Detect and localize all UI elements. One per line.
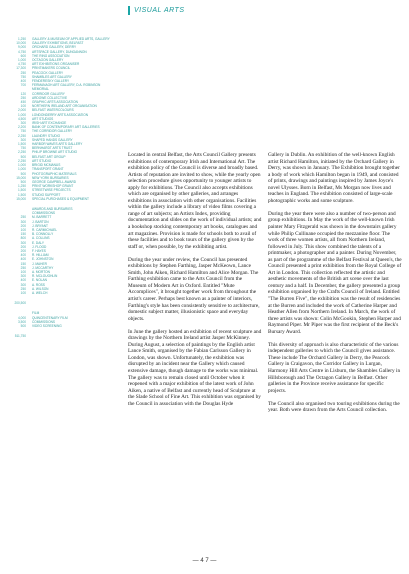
grant-amount: 500 (20, 154, 26, 159)
grant-row (2, 324, 120, 328)
grant-amount: 2,200 (18, 125, 26, 130)
grant-amount: 800 (20, 236, 26, 241)
text-column-2 (268, 152, 402, 420)
grant-amount: 100 (20, 290, 26, 295)
grant-amount: 150 (20, 261, 26, 266)
section-marker (128, 6, 130, 15)
grant-amount: 200 (20, 248, 26, 253)
grant-label: GRAPHIC ARTS ASSOCIATION (32, 100, 78, 105)
grant-label: R. HILLIAM (32, 253, 49, 258)
grant-row (2, 197, 120, 201)
body-paragraph: Gallery in Dublin. An exhibition of the well-known English artist Richard Hamilton, initiated by the Orchard Gallery in Derry, was shown in January. The Exhibition brought together a body of work which Hamilton began in 1949, and consisted of prints, drawings and paintings inspired by James Joyce's novel Ulysses. Born in Belfast, Ms Morgan now lives and teaches in England. The exhibition consisted of large-scale photographic works and some sculpture. (268, 152, 400, 204)
grant-label: SPECIAL PURCHASES & EQUIPMENT (32, 196, 89, 201)
grant-label: TRANSPORT GRANT (32, 167, 64, 172)
grant-amount: 300 (20, 274, 26, 279)
grant-amount: 750 (20, 129, 26, 134)
grant-label: J. MCCARTHY (32, 265, 54, 270)
grant-label: THE RING ASSOCIATION (32, 53, 70, 58)
grant-amount: 1,250 (18, 37, 26, 41)
grant-amount: 15,000 (16, 196, 26, 201)
grant-label: ORCHARD GALLERY, DERRY (32, 45, 77, 50)
grant-amount: 100 (20, 104, 26, 109)
grant-amount: 4,750 (18, 49, 26, 54)
grant-label: NEW YORK BURSARIES (32, 175, 69, 180)
grant-amount: 15,000 (16, 175, 26, 180)
grant-label: E. DALY (32, 240, 44, 245)
grant-label: A. WILSON (32, 286, 49, 291)
grant-label: GEORGE CAMPBELL AWARD (32, 179, 77, 184)
grant-amount: 100 (20, 269, 26, 274)
grant-total (2, 334, 120, 338)
grant-label: QUINCENTENARY FILM (32, 315, 68, 320)
grant-label: ART EXHIBITIONS ORGANISER (32, 62, 80, 67)
grant-label: COMMISSIONS (32, 319, 56, 324)
grant-label: BANK OF CONTEMPORARY ART GALLERIES (32, 125, 100, 130)
grant-label: PEACOCK GALLERY (32, 70, 64, 75)
grant-label: ARDOWE COLLECTIVE (32, 95, 68, 100)
grant-label: ART STUDIOS (32, 116, 54, 121)
grant-label: STUDIO SUPPORT (32, 192, 61, 197)
grant-amount: 1,000 (18, 163, 26, 168)
grant-amount: 2,250 (18, 133, 26, 138)
grant-label: F. HAYES (32, 248, 46, 253)
grant-label: OCTAGON GALLERY (32, 58, 64, 63)
grant-label: THE CORRIDOR GALLERY (32, 129, 73, 134)
grant-label: J. MAHER (32, 261, 47, 266)
grant-label: R. MCLOUGHLIN (32, 274, 58, 279)
grant-label: BERNHARDT ARTS TRUST (32, 146, 73, 151)
grant-amount: 4,000 (18, 315, 26, 320)
grant-amount: 300 (20, 282, 26, 287)
grant-amount: 120 (20, 91, 26, 96)
grant-label: IRISH ART EXCHANGE (32, 121, 67, 126)
grant-amount: 150 (20, 232, 26, 237)
grant-label: FILM (32, 311, 40, 316)
grant-label: CORRIDOR GALLERY (32, 91, 65, 96)
grant-label: A. WELCH (32, 290, 48, 295)
grant-amount: 250 (20, 265, 26, 270)
grant-amount: 500 (20, 324, 26, 328)
grant-label: BRIGID MCMANUS (32, 163, 61, 168)
grant-label: AWARDS AND BURSARIES (32, 206, 73, 211)
grant-amount: 4,750 (18, 62, 26, 67)
grant-label: STREETWISE PROJECTS (32, 188, 71, 193)
grant-label: PHILIP BROWNE ART STUDIO (32, 150, 78, 155)
grant-amount: 1,000 (18, 167, 26, 172)
grant-row (2, 291, 120, 295)
grant-amount: 200 (20, 223, 26, 228)
grant-label: E. JOHNSTON (32, 257, 54, 262)
grants-list (2, 37, 120, 338)
grant-label: R. CARMICHAEL (32, 227, 57, 232)
grant-label: BELFAST WATERCOLOURS (32, 108, 74, 113)
grant-label: PHOTOGRAPHIC MATERIALS (32, 171, 77, 176)
grant-amount: 1,250 (18, 184, 26, 189)
grant-amount: 300 (20, 137, 26, 142)
grant-label: FERMANAGH ART GALLERY, D.A. ROBINSON (32, 83, 101, 88)
grant-label: E. NOLAN (32, 278, 47, 283)
grant-label: J. BRYANT (32, 223, 48, 228)
grant-label: GALLERY EXHIBITIONS, BELFAST (32, 41, 84, 46)
grant-label: PRINT WORKSHOP GRANT (32, 184, 74, 189)
grant-label: COMMISSIONS (32, 211, 56, 216)
grant-total-amount: 511,750 (14, 334, 26, 339)
grant-label: BELFAST ART GROUP (32, 154, 66, 159)
grant-label: SHAPED HANDS GALLERY (32, 137, 73, 142)
grant-amount: 17,300 (16, 66, 26, 71)
grant-label: GALLERY & MUSEUM OF APPLIED ARTS, GALLERY (32, 37, 110, 41)
grant-label: M. BARRETT (32, 215, 52, 220)
grant-label: MEMORIAL (32, 87, 50, 92)
body-paragraph: During the year under review, the Council has presented exhibitions by Stephen Farthing, Jasper McKeown, Lance Smith, John Aiken, Richard Hamilton and Alice Morgan. The Farthing exhibition came to the Arts Council from the Museum of Modern Art in Oxford. Entitled "Mute Accomplices", it brought together work from throughout the artist's career. Perhaps best known as a painter of interiors, Farthing's style has been consistently sensitive to architecture, domestic subject matter, illusionistic space and everyday objects. (128, 256, 260, 322)
grant-label: FENDERESKY GALLERY (32, 79, 70, 84)
grant-amount: 1,500 (18, 142, 26, 147)
body-paragraph: During the year there were also a number of two-person and group exhibitions. In May the work of the well-known Irish painter Mary Fitzgerald was shown in the downstairs gallery while Philip Cullinane occupied the mezzanine floor. The work of three women artists, all from Northern Ireland, followed in July. This show combined the talents of a printmaker, a photographer and a painter. During November, as part of the programme of the Belfast Festival at Queen's, the Council presented a print exhibition from the Royal College of Art in London. This collection reflected the artistic and aesthetic movements of the British art scene over the last century and a half. In December, the gallery presented a group exhibition organised by the Crafts Council of Ireland. Entitled "The Burren Five", the exhibition was the result of residencies at the Burren and included the work of Catherine Harper and Heather Allen from Northern Ireland. In March, the work of three artists was shown: Colin McGookin, Stephen Harper and Raymond Piper. Mr Piper was the first recipient of the Beck's Bursary Award. (268, 210, 402, 335)
grant-label: ARTSPACE GALLERY, DUNGANNON (32, 49, 87, 54)
grant-label: SHAMBLES ART GALLERY (32, 74, 72, 79)
grant-label: LONDONDERRY ARTS ASSOCIATION (32, 112, 89, 117)
grant-label: J. BARTON (32, 219, 49, 224)
grant-amount: 1,000 (18, 112, 26, 117)
grant-amount: 250 (20, 70, 26, 75)
grant-amount: 500 (20, 171, 26, 176)
grant-total-amount: 200,500 (14, 301, 26, 306)
grant-label: HARBOR WAVES ARTS GALLERY (32, 142, 83, 147)
grant-amount: 500 (20, 179, 26, 184)
grant-amount: 750 (20, 146, 26, 151)
grant-amount: 200 (20, 244, 26, 249)
grant-amount: 1,500 (18, 188, 26, 193)
grant-amount: 4,500 (18, 116, 26, 121)
grant-amount: 1,000 (18, 58, 26, 63)
grant-amount: 600 (20, 53, 26, 58)
grant-amount: 700 (20, 83, 26, 88)
grant-amount: 3,500 (18, 319, 26, 324)
grant-amount: 250 (20, 95, 26, 100)
grant-amount: 100 (20, 227, 26, 232)
grant-amount: 750 (20, 74, 26, 79)
grant-amount: 2,250 (18, 158, 26, 163)
grant-label: LAUNDRY STUDIO (32, 133, 61, 138)
grant-label: PRINTMAKERS COUNCIL (32, 66, 71, 71)
grant-amount: 300 (20, 240, 26, 245)
grant-amount: 400 (20, 278, 26, 283)
text-column-1 (128, 152, 262, 414)
grant-amount: 400 (20, 253, 26, 258)
grant-label: A. ROSS (32, 282, 45, 287)
body-paragraph: Located in central Belfast, the Arts Council Gallery presents exhibitions of contemporary Irish and International Art. The exhibition policy of the Council is diverse and broadly based. Artists of reputation are invited to show, while the yearly open selection procedure gives opportunity to younger artists to apply for exhibitions. The Council also accepts exhibitions which are organised by other galleries, and arranges exhibitions in association with other organisations. Facilities within the gallery include a library of video films covering a range of art subjects; an Artists Index, providing documentation and slides on the work of individual artists; and a bookshop stocking contemporary art books, catalogues and art magazines. Provision is made for schools both to avail of these facilities and to book tours of the gallery given by the staff or, when possible, by the exhibiting artist. (128, 152, 262, 250)
grant-label: NORTHERN IRELAND ART ORGANISATION (32, 104, 97, 109)
grant-amount: 1,500 (18, 192, 26, 197)
grant-amount: 2,000 (18, 108, 26, 113)
grant-amount: 9,000 (18, 45, 26, 50)
grant-amount: 300 (20, 219, 26, 224)
grant-amount: 250 (20, 215, 26, 220)
page-number: — 4 7 — (192, 558, 217, 564)
grant-amount: 300 (20, 121, 26, 126)
grant-amount: 250 (20, 286, 26, 291)
grant-amount: 10,000 (16, 41, 26, 46)
body-paragraph: This diversity of approach is also characteristic of the various independent galleries to which the Council gives assistance. These include The Orchard Gallery in Derry, the Peacock Gallery in Craigavon, the Corridor Gallery in Lurgan, Harmony Hill Arts Centre in Lisburn, the Shambles Gallery in Hillsborough and The Octagon Gallery in Belfast. Other galleries in the Province receive assistance for specific projects. (268, 341, 401, 394)
section-header (128, 5, 185, 15)
section-title: VISUAL ARTS (134, 6, 185, 14)
grant-amount: 400 (20, 257, 26, 262)
grant-label: B. CONNOLLY (32, 232, 54, 237)
grant-label: A. COLLINS (32, 236, 50, 241)
body-paragraph: The Council also organised two touring exhibitions during the year. Both were drawn from the Arts Council collection. (268, 400, 400, 414)
body-paragraph: In June the gallery hosted an exhibition of recent sculpture and drawings by the Northern Ireland artist Jasper McKinney. During August, a selection of paintings by the English artist Lance Smith, organised by the Fabian Carlsson Gallery in London, was shown. Unfortunately, the exhibition was disrupted by an incident near the Gallery which caused extensive damage, though damage to the works was minimal. The gallery was to remain closed until October when it reopened with a major exhibition of the latest work of John Aiken, a native of Belfast and currently head of Sculpture at the Slade School of Fine Art. This exhibition was organised by the Council in association with the Douglas Hyde (128, 328, 262, 407)
grant-amount: 400 (20, 79, 26, 84)
grant-label: ART STUDIO (32, 158, 52, 163)
grant-amount: 450 (20, 100, 26, 105)
grant-label: J. FLOOD (32, 244, 47, 249)
grant-amount: 2,250 (18, 150, 26, 155)
grant-label: A. MORTON (32, 269, 50, 274)
grant-label: VIDEO SCREENING (32, 324, 62, 328)
